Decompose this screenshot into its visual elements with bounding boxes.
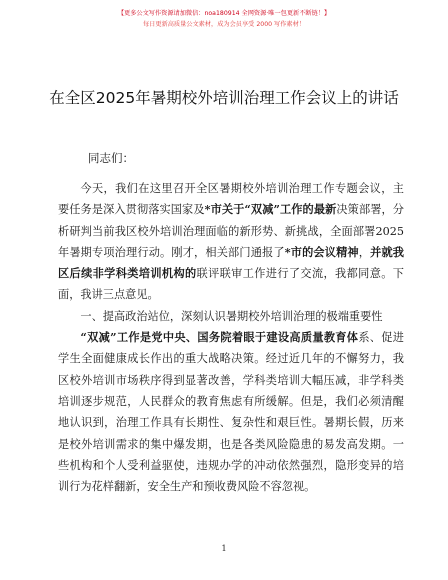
bold-run: “双减”工作是党中央、国务院着眼于建设高质量教育体 bbox=[80, 330, 359, 345]
text-run: ， bbox=[358, 245, 371, 259]
banner-line-1: 【更多公文写作资源请加微信：noa180914 全网资源·唯一包更新不断链！】 bbox=[117, 10, 331, 17]
bold-run: *市的会议精神 bbox=[284, 244, 359, 259]
header-banner bbox=[0, 8, 448, 30]
text-run: 系、促进学生全面健康成长作出的重大战略决策。经过近几年的不懈努力，我区校外培训市场秩序得到显著改善，学科类培训大幅压减，非学科类培训逐步规范，人民群众的教育焦虑有所缓解。但是，我们必须清醒地认识到，治理工作具有长期性、复杂性和艰巨性。暑期长假，历来是校外培训需求的集中爆发期，也是各类风险隐患的易发高发期。一些机构和个人受利益驱使，违规办学的冲动依然强烈，隐形变异的培训行为花样翻新，安全生产和预收费风险不容忽视。 bbox=[58, 331, 404, 494]
banner-line-2: 每日更新高质量公文素材，成为会员享受 2000 写作素材！ bbox=[143, 21, 305, 28]
bold-run: *市关于“双减”工作的最新 bbox=[204, 202, 337, 217]
text-run: 决策部署，分析研判当前我区校外培训治理面临的新形势、新挑战，全面部署2025年暑期专项治理行动。刚才，相关部门通报了 bbox=[58, 203, 404, 259]
paragraph-intro bbox=[58, 178, 404, 306]
section-heading-1: 一、提高政治站位，深刻认识暑期校外培训治理的极端重要性 bbox=[80, 309, 383, 323]
salutation: 同志们： bbox=[88, 151, 134, 165]
text-run: 今天，我们在这里召开全区暑期校外培训治理工作专题会议，主要任务是深入贯彻落实国家及 bbox=[58, 182, 404, 217]
bold-run: 并就我区后续非学科类培训机构的 bbox=[58, 244, 404, 281]
text-run: 联评联审工作进行了交流，我都同意。下面，我讲三点意见。 bbox=[58, 267, 404, 302]
paragraph-section-1 bbox=[58, 327, 404, 497]
page-number: 1 bbox=[221, 544, 227, 553]
document-body bbox=[58, 178, 404, 497]
document-title: 在全区2025年暑期校外培训治理工作会议上的讲话 bbox=[49, 89, 399, 107]
